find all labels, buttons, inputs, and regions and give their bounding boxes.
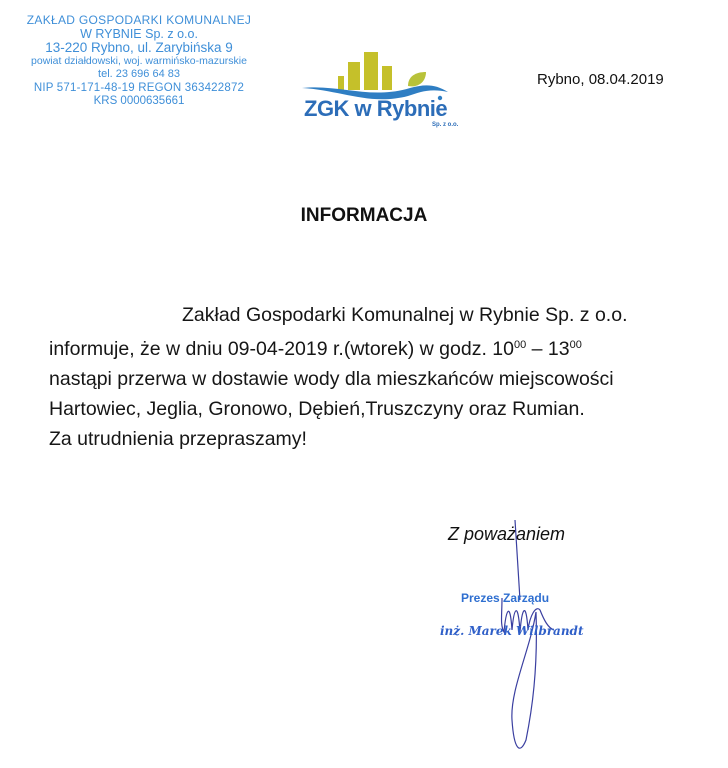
body-line-4: Hartowiec, Jeglia, Gronowo, Dębień,Truszczyny oraz Rumian.: [49, 398, 585, 420]
time-end-minutes: 00: [569, 339, 582, 351]
body-line-2-text: informuje, że w dniu 09-04-2019 r.(wtorek) w godz. 10: [49, 338, 514, 360]
zgk-logo: [290, 48, 480, 128]
time-start-minutes: 00: [513, 339, 527, 351]
stamp-krs: KRS 0000635661: [93, 95, 185, 107]
body-line-3: nastąpi przerwa w dostawie wody dla mieszkańców miejscowości: [49, 368, 614, 390]
document-date: Rybno, 08.04.2019: [537, 71, 664, 88]
time-dash-end: – 13: [526, 338, 570, 360]
stamp-nip-regon: NIP 571-171-48-19 REGON 363422872: [33, 81, 245, 94]
body-line-5: Za utrudnienia przepraszamy!: [49, 428, 307, 450]
stamp-phone: tel. 23 696 64 83: [98, 68, 180, 80]
stamp-address: 13-220 Rybno, ul. Zarybińska 9: [45, 40, 233, 55]
logo-suffix: Sp. z o.o.: [432, 122, 459, 128]
company-stamp: [14, 14, 264, 109]
body-line-2: [49, 330, 627, 364]
logo-leaf-icon: [408, 72, 426, 86]
announcement-body: [49, 300, 627, 454]
logo-buildings-icon: [338, 52, 392, 90]
signer-role: Prezes Zarządu: [461, 591, 550, 605]
handwritten-signature-icon: [440, 520, 620, 760]
closing-salutation: Z poważaniem: [448, 524, 566, 544]
body-line-1: Zakład Gospodarki Komunalnej w Rybnie Sp. z o.o.: [182, 304, 628, 326]
stamp-region: powiat działdowski, woj. warmińsko-mazurskie: [31, 54, 247, 67]
document-title: INFORMACJA: [300, 205, 428, 226]
signer-name: inż. Marek Wilbrandt: [440, 624, 584, 638]
logo-text: ZGK w Rybnie: [304, 96, 448, 121]
stamp-company-location: W RYBNIE Sp. z o.o.: [80, 26, 198, 41]
stamp-company-name: ZAKŁAD GOSPODARKI KOMUNALNEJ: [26, 13, 252, 27]
